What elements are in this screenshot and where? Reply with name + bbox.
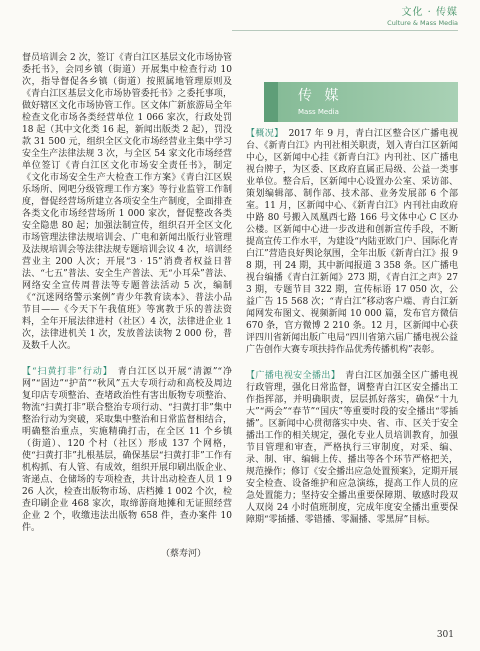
paragraph-broadcast-safety-body: 青白江区加强全区广播电视行政管理，强化日常监督，调整青白江区安全播出工作指挥部，并明确职责，层层抓好落实，确保“十九大”“两会”“春节”“国庆”等重要时段的安全播出“零插播”。区新闻中心贯彻落实中央、省、市、区关于安全播出工作的相关规定，强化专业人员培训教育，加强节目管理和审查，严格执行三审制度，对采、编、录、制、审、编辑上传、播出等各个环节严格把关，规范操作；修订《安全播出应急处置预案》，定期开展安全检查、设备维护和应急演练，提高工作人员的应急处置能力；坚持安全播出重要保障期、敏感时段双人双岗 24 小时值班制度，完成年度安全播出重要保障期“零插播、零错播、零漏播、零黑屏”目标。 [246, 371, 458, 525]
paragraph-overview-body: 2017 年 9 月，青白江区整合区广播电视台、《新青白江》内刊社相关职责，划入青白江区新闻中心，区新闻中心挂《新青白江》内刊社、区广播电视台牌子，为区委、区政府直属正局级、公益一类事业单位。整合后，区新闻中心设置办公室、采访部、策划编辑部、制作部、技术部、业务发展部 6 个部室。11 月，区新闻中心、《新青白江》内刊社由政府中路 80 号搬入凤凰西七路 166 号文体中心 C 区办公楼。区新闻中心进一步改进和创新宣传手段，不断提高宣传工作水平，为建设“内陆亚欧门户、国际化青白江”营造良好舆论氛围，全年出版《新青白江》报 98 期，刊 24 期，其中新闻报道 3 358 条。区广播电视台编播《青白江新闻》273 期，《青白江之声》273 期，专题节目 322 期，宣传标语 17 050 次，公益广告 15 568 次；“青白江”移动客户端、青白江新闻网发布图文、视频新闻 10 000 篇，发布官方微信 670 条，官方微博 2 210 条。12 月，区新闻中心获评四川省新闻出版广电局“四川省第六届广播电视公益广告创作大赛专项扶持作品优秀传播机构”表彰。 [246, 129, 458, 355]
banner-title: 传 媒 [298, 88, 343, 104]
left-column [22, 52, 232, 560]
banner-subtitle: Mass Media [298, 108, 339, 116]
section-label-anti-pornography: 【“扫黄打非”行动】 [22, 367, 113, 377]
paragraph-broadcast-safety [246, 370, 458, 526]
author-signature: （蔡寿河） [160, 549, 206, 559]
paragraph-overview [246, 128, 458, 356]
paragraph-anti-pornography [22, 366, 232, 534]
section-label-broadcast-safety: 【广播电视安全播出】 [246, 371, 341, 381]
paragraph-culture-market [22, 52, 232, 352]
header-rule [232, 30, 458, 31]
paragraph-culture-market-body: 督员培训会 2 次，签订《青白江区基层文化市场协管委托书》，会同乡镇（街道）开展集中检查行动 10 次，指导督促各乡镇（街道）按照属地管理原则及《青白江区基层文化市场协管委托书》之委托事项，做好辖区文化市场协管工作。区文体广新旅游局全年检查文化市场各类经营单位 1 066 家次，行政处罚 18 起（其中文化类 16 起，新闻出版类 2 起），罚没款 31 500 元，组织全区文化市场经营业主集中学习安全生产法律法规 3 次，与全区 54 家文化市场经营单位签订《青白江区文化市场安全责任书》，制定《文化市场安全生产大检查工作方案》《青白江区娱乐场所、网吧分级管理工作方案》等行业监管工作制度，督促经营场所建立各项安全生产制度，全面排查各类文化市场经营场所 1 000 家次，督促整改各类安全隐患 80 起；加强法制宣传，组织召开全区文化市场管理法律法规培训会、广电和新闻出版行业管理及法规培训会等法律法规专题培训会议 4 次，培训经营业主 200 人次；开展“3 · 15”消费者权益日普法、“七五”普法、安全生产普法、无“小耳朵”普法、网络安全宣传周普法等专题普法活动 5 次，编制《“沉迷网络警示案例”青少年教育读本》、普法小品节目——《今天下午我值班》等寓教于乐的普法资料，全年开展法律进村（社区）4 次，法律进企业 1 次，法律进机关 1 次，发放普法读物 2 000 份，普及数千人次。 [22, 53, 232, 351]
paragraph-anti-pornography-body: 青白江区以开展“清源”“净网”“固边”“护苗”“秋风”五大专项行动和高校及周边复印店专项整治、查堵政治性有害出版物专项整治、物流“扫黄打非”联合整治专项行动、“扫黄打非”集中整治行动为突破，采取集中整治和日常监督相结合，明确整治重点，实施精确打击，在全区 11 个乡镇（街道）、120 个村（社区）形成 137 个网格，使“扫黄打非”扎根基层，确保基层“扫黄打非”工作有机构抓、有人管、有成效，组织开展印刷出版企业、寄递点、仓储场的专项检查，共计出动检查人员 1 926 人次，检查出版物市场、店档摊 1 002 个次，检查印刷企业 468 家次，取缔游商地摊和无证照经营企业 2 个，收缴违法出版物 658 件，查办案件 10 件。 [22, 367, 233, 533]
page-number: 301 [436, 630, 454, 640]
running-header [387, 6, 458, 28]
section-title: 文化 · 传媒 [401, 7, 458, 18]
section-subtitle: Culture & Mass Media [387, 19, 458, 27]
right-column [246, 82, 458, 540]
section-banner [264, 82, 458, 122]
section-label-overview: 【概况】 [246, 129, 284, 139]
